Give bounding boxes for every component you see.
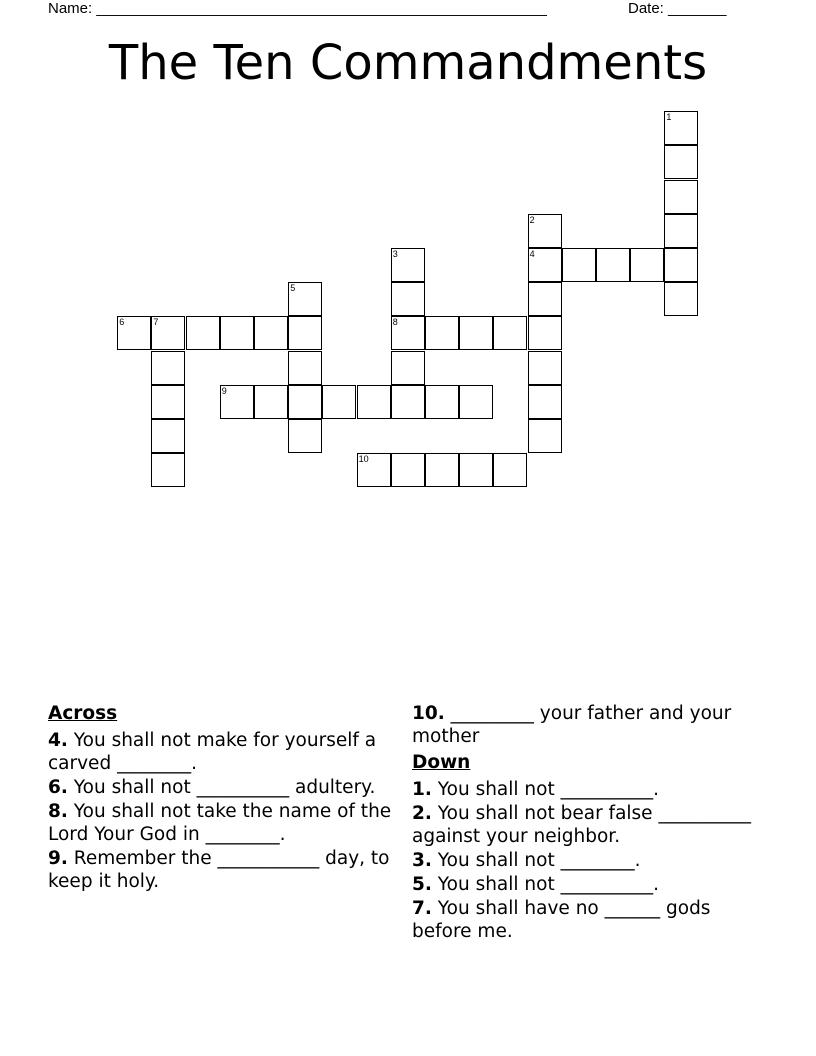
grid-cell-10[interactable] bbox=[357, 453, 391, 487]
grid-cell-9[interactable] bbox=[220, 385, 254, 419]
down-clue-3 bbox=[412, 849, 772, 872]
clue-text: _________ your father and your mother bbox=[412, 703, 732, 747]
cell-number: 6 bbox=[119, 317, 125, 328]
date-label: Date: bbox=[628, 0, 669, 17]
grid-cell[interactable] bbox=[151, 419, 185, 453]
grid-cell[interactable] bbox=[459, 385, 493, 419]
name-line bbox=[48, 0, 547, 18]
clue-number: 3. bbox=[412, 850, 432, 871]
cell-number: 4 bbox=[529, 249, 535, 259]
cell-number: 8 bbox=[392, 317, 398, 328]
grid-cell[interactable] bbox=[288, 385, 322, 419]
across-clue-10 bbox=[412, 702, 772, 748]
grid-cell[interactable] bbox=[254, 385, 288, 419]
clue-text: You shall not __________ adultery. bbox=[73, 777, 376, 798]
grid-cell-5[interactable] bbox=[288, 282, 322, 316]
grid-cell[interactable] bbox=[288, 316, 322, 350]
clue-number: 1. bbox=[412, 779, 432, 800]
grid-cell[interactable] bbox=[151, 351, 185, 385]
across-clue-6 bbox=[48, 776, 428, 799]
across-heading: Across bbox=[48, 703, 118, 724]
clue-text: Remember the ___________ day, to keep it holy. bbox=[48, 848, 390, 892]
grid-cell[interactable] bbox=[664, 145, 698, 179]
grid-cell[interactable] bbox=[288, 351, 322, 385]
cell-number: 3 bbox=[392, 249, 398, 259]
grid-cell[interactable] bbox=[493, 453, 527, 487]
grid-cell[interactable] bbox=[664, 248, 698, 282]
grid-cell[interactable] bbox=[528, 282, 562, 316]
clue-number: 2. bbox=[412, 803, 432, 824]
grid-cell[interactable] bbox=[664, 180, 698, 214]
clue-number: 5. bbox=[412, 874, 432, 895]
clue-number: 7. bbox=[412, 898, 432, 919]
grid-cell[interactable] bbox=[528, 419, 562, 453]
page-title: The Ten Commandments bbox=[108, 35, 708, 91]
down-clue-2 bbox=[412, 802, 772, 848]
grid-cell[interactable] bbox=[357, 385, 391, 419]
clue-text: You shall have no ______ gods before me. bbox=[412, 898, 711, 942]
clue-text: You shall not ________. bbox=[437, 850, 641, 871]
cell-number: 2 bbox=[529, 214, 535, 225]
grid-cell[interactable] bbox=[664, 214, 698, 248]
grid-cell[interactable] bbox=[459, 453, 493, 487]
grid-cell[interactable] bbox=[664, 282, 698, 316]
grid-cell-8[interactable] bbox=[391, 316, 425, 350]
grid-cell[interactable] bbox=[528, 316, 562, 350]
clue-number: 8. bbox=[48, 801, 68, 822]
grid-cell[interactable] bbox=[288, 419, 322, 453]
clue-number: 10. bbox=[412, 703, 445, 724]
grid-cell[interactable] bbox=[254, 316, 288, 350]
grid-cell[interactable] bbox=[186, 316, 220, 350]
across-clue-9 bbox=[48, 847, 428, 893]
down-clue-5 bbox=[412, 873, 772, 896]
grid-cell[interactable] bbox=[391, 453, 425, 487]
grid-cell[interactable] bbox=[322, 385, 356, 419]
grid-cell[interactable] bbox=[528, 351, 562, 385]
grid-cell-2[interactable] bbox=[528, 214, 562, 248]
grid-cell[interactable] bbox=[528, 385, 562, 419]
grid-cell[interactable] bbox=[151, 453, 185, 487]
grid-cell[interactable] bbox=[630, 248, 664, 282]
grid-cell[interactable] bbox=[425, 453, 459, 487]
grid-cell[interactable] bbox=[220, 316, 254, 350]
across-clue-8 bbox=[48, 800, 428, 846]
grid-cell[interactable] bbox=[391, 351, 425, 385]
cell-number: 10 bbox=[358, 454, 369, 465]
grid-cell[interactable] bbox=[493, 316, 527, 350]
grid-cell-3[interactable] bbox=[391, 248, 425, 282]
name-label: Name: bbox=[48, 0, 97, 17]
clue-text: You shall not bear false __________ against your neighbor. bbox=[412, 803, 751, 847]
clue-text: You shall not make for yourself a carved ________. bbox=[48, 730, 377, 774]
date-line bbox=[628, 0, 726, 18]
clues-column-right bbox=[412, 702, 772, 944]
grid-cell[interactable] bbox=[425, 385, 459, 419]
down-clue-1 bbox=[412, 778, 772, 801]
grid-cell[interactable] bbox=[391, 282, 425, 316]
clues-column-left bbox=[48, 702, 428, 894]
grid-cell-7[interactable] bbox=[151, 316, 185, 350]
cell-number: 9 bbox=[221, 385, 227, 396]
clue-number: 6. bbox=[48, 777, 68, 798]
clue-text: You shall not take the name of the Lord Your God in ________. bbox=[48, 801, 392, 845]
clue-number: 4. bbox=[48, 730, 68, 751]
cell-number: 7 bbox=[153, 317, 159, 328]
across-clue-4 bbox=[48, 729, 428, 775]
cell-number: 1 bbox=[666, 112, 672, 123]
date-blank: _______ bbox=[668, 0, 727, 17]
grid-cell[interactable] bbox=[596, 248, 630, 282]
grid-cell-4[interactable] bbox=[528, 248, 562, 282]
grid-cell-6[interactable] bbox=[117, 316, 151, 350]
grid-cell[interactable] bbox=[391, 385, 425, 419]
grid-cell[interactable] bbox=[562, 248, 596, 282]
grid-cell[interactable] bbox=[459, 316, 493, 350]
cell-number: 5 bbox=[290, 283, 296, 294]
grid-cell[interactable] bbox=[151, 385, 185, 419]
name-blank: ______________________________________________________ bbox=[96, 0, 547, 17]
clue-text: You shall not __________. bbox=[437, 874, 659, 895]
down-clue-7 bbox=[412, 897, 772, 943]
clue-text: You shall not __________. bbox=[437, 779, 659, 800]
grid-cell-1[interactable] bbox=[664, 111, 698, 145]
clue-number: 9. bbox=[48, 848, 68, 869]
down-heading: Down bbox=[412, 752, 471, 773]
grid-cell[interactable] bbox=[425, 316, 459, 350]
